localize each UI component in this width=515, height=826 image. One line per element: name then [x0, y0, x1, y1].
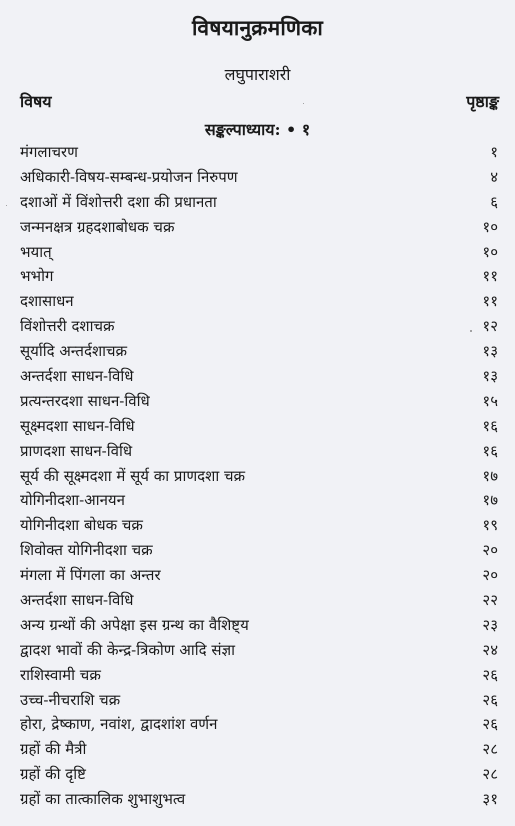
toc-entry [20, 538, 498, 563]
toc-entry-page: १३ [482, 367, 498, 386]
toc-entry [20, 762, 498, 787]
toc-entry-topic: अन्य ग्रन्थों की अपेक्षा इस ग्रन्थ का वैशिष्ट्य [20, 615, 249, 634]
toc-entry-page: १५ [482, 391, 498, 410]
toc-entry-page: १६ [482, 441, 498, 460]
toc-entry [20, 439, 498, 464]
toc-entry-topic: ग्रहों की दृष्टि [20, 765, 86, 784]
toc-entry [20, 339, 498, 364]
toc-entry-topic: सूक्ष्मदशा साधन-विधि [20, 416, 135, 435]
toc-entry [20, 215, 498, 240]
toc-entry-page: २६ [482, 690, 498, 709]
toc-entry [20, 688, 498, 713]
toc-entry-topic: भभोग [20, 267, 54, 286]
toc-entry-page: ११ [482, 267, 498, 286]
toc-entry-page: २२ [482, 591, 498, 610]
paper-speck [6, 205, 7, 206]
toc-entry-topic: द्वादश भावों की केन्द्र-त्रिकोण आदि संज्ञा [20, 640, 235, 659]
paper-speck [303, 103, 304, 104]
toc-entry-page: ४ [490, 167, 498, 186]
toc-entry [20, 190, 498, 215]
toc-entry-topic: अन्तर्दशा साधन-विधि [20, 591, 134, 610]
toc-entry [20, 613, 498, 638]
toc-entry-topic: ग्रहों की मैत्री [20, 740, 87, 759]
toc-entry-topic: प्रत्यन्तरदशा साधन-विधि [20, 391, 150, 410]
toc-entry-topic: मंगला में पिंगला का अन्तर [20, 566, 161, 585]
toc-entry [20, 563, 498, 588]
toc-entry-page: २० [482, 541, 498, 560]
toc-entry-topic: दशासाधन [20, 292, 74, 311]
page-title: विषयानुक्रमणिका [191, 15, 323, 40]
toc-entry-page: २८ [482, 740, 498, 759]
toc-entry-page: ६ [490, 192, 498, 211]
toc-entry-page: १ [490, 143, 498, 161]
toc-entry-topic: अन्तर्दशा साधन-विधि [20, 367, 134, 386]
toc-entry-page: १० [482, 242, 498, 261]
toc-entry [20, 264, 498, 289]
toc-entry [20, 787, 498, 812]
paper-speck [470, 330, 472, 332]
toc-entry-page: २६ [482, 715, 498, 734]
toc-entry-page: १२ [482, 317, 498, 336]
toc-entry-topic: शिवोक्त योगिनीदशा चक्र [20, 541, 153, 560]
toc-entry-topic: अधिकारी-विषय-सम्बन्ध-प्रयोजन निरुपण [20, 167, 238, 186]
toc-entry [20, 663, 498, 688]
toc-entry-page: १७ [482, 466, 498, 485]
toc-entry-topic: मंगलाचरण [20, 143, 78, 161]
toc-entry-page: ३१ [482, 790, 498, 809]
toc-entry [20, 289, 498, 314]
toc-entry-page: २४ [482, 640, 498, 659]
toc-list [20, 140, 498, 812]
toc-entry [20, 240, 498, 265]
toc-entry-page: १६ [482, 416, 498, 435]
toc-entry-topic: योगिनीदशा-आनयन [20, 491, 125, 510]
column-header-page: पृष्ठाङ्क [466, 92, 499, 111]
toc-entry [20, 712, 498, 737]
toc-entry [20, 389, 498, 414]
toc-entry-topic: उच्च-नीचराशि चक्र [20, 690, 121, 709]
toc-entry-page: १९ [482, 516, 498, 535]
toc-entry-page: २० [482, 566, 498, 585]
toc-entry [20, 140, 498, 165]
toc-entry-page: २३ [482, 615, 498, 634]
toc-entry-page: १० [482, 217, 498, 236]
toc-entry-topic: राशिस्वामी चक्र [20, 665, 101, 684]
toc-entry-page: ११ [482, 292, 498, 311]
section-heading: सङ्कल्पाध्याय: • १ [204, 120, 311, 139]
toc-entry-topic: सूर्य की सूक्ष्मदशा में सूर्य का प्राणदशा चक्र [20, 466, 246, 485]
toc-entry [20, 488, 498, 513]
toc-entry [20, 513, 498, 538]
toc-entry-topic: होरा, द्रेष्काण, नवांश, द्वादशांश वर्णन [20, 715, 218, 734]
toc-entry [20, 588, 498, 613]
toc-entry-page: २६ [482, 665, 498, 684]
toc-entry-topic: सूर्यादि अन्तर्दशाचक्र [20, 342, 128, 361]
toc-entry-page: १३ [482, 342, 498, 361]
toc-entry [20, 464, 498, 489]
toc-entry-topic: प्राणदशा साधन-विधि [20, 441, 133, 460]
toc-entry-topic: भयात् [20, 242, 52, 261]
book-subtitle: लघुपाराशरी [224, 65, 291, 84]
toc-entry [20, 414, 498, 439]
toc-entry-topic: ग्रहों का तात्कालिक शुभाशुभत्व [20, 790, 186, 809]
column-header-topic: विषय [20, 92, 52, 111]
toc-entry-page: १७ [482, 491, 498, 510]
toc-entry-topic: दशाओं में विंशोत्तरी दशा की प्रधानता [20, 192, 217, 211]
toc-entry [20, 638, 498, 663]
toc-entry [20, 364, 498, 389]
toc-entry-topic: विंशोत्तरी दशाचक्र [20, 317, 115, 336]
toc-entry [20, 314, 498, 339]
toc-entry-page: २८ [482, 765, 498, 784]
toc-entry-topic: जन्मनक्षत्र ग्रहदशाबोधक चक्र [20, 217, 175, 236]
toc-entry [20, 165, 498, 190]
toc-entry [20, 737, 498, 762]
toc-entry-topic: योगिनीदशा बोधक चक्र [20, 516, 143, 535]
